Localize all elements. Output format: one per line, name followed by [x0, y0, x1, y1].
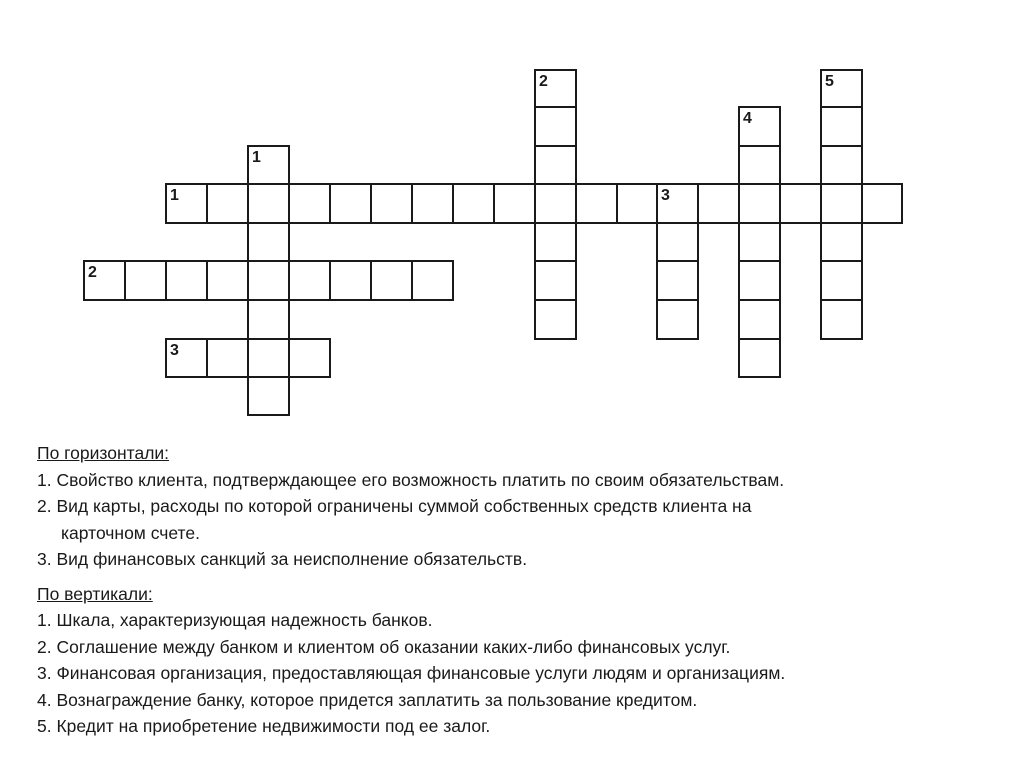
crossword-cell[interactable] [534, 299, 577, 340]
crossword-cell[interactable] [697, 183, 740, 224]
crossword-cell[interactable] [329, 260, 372, 301]
vertical-heading: По вертикали: [37, 583, 153, 604]
clue-number: 3 [661, 187, 670, 204]
crossword-cell[interactable] [165, 183, 208, 224]
crossword-cell[interactable] [738, 260, 781, 301]
clue-number: 2 [88, 264, 97, 281]
crossword-cell[interactable] [534, 183, 577, 224]
crossword-cell[interactable] [247, 145, 290, 185]
crossword-cell[interactable] [247, 338, 290, 378]
crossword-cell[interactable] [329, 183, 372, 224]
crossword-cell[interactable] [534, 145, 577, 185]
crossword-cell[interactable] [288, 183, 331, 224]
clue-vertical-1: 1. Шкала, характеризующая надежность банков. [37, 610, 433, 630]
clue-vertical-3: 3. Финансовая организация, предоставляющая финансовые услуги людям и организациям. [37, 663, 786, 683]
crossword-cell[interactable] [247, 222, 290, 262]
crossword-cell[interactable] [247, 376, 290, 416]
crossword-cell[interactable] [288, 260, 331, 301]
crossword-cell[interactable] [534, 69, 577, 108]
crossword-cell[interactable] [575, 183, 618, 224]
crossword-cell[interactable] [820, 145, 863, 185]
crossword-cell[interactable] [247, 299, 290, 340]
crossword-cell[interactable] [656, 260, 699, 301]
crossword-cell[interactable] [411, 183, 454, 224]
crossword-cell[interactable] [493, 183, 536, 224]
crossword-cell[interactable] [820, 260, 863, 301]
crossword-cell[interactable] [452, 183, 495, 224]
crossword-cell[interactable] [247, 260, 290, 301]
clue-number: 2 [539, 73, 548, 90]
clue-vertical-2: 2. Соглашение между банком и клиентом об оказании каких-либо финансовых услуг. [37, 636, 731, 657]
clue-number: 3 [170, 342, 179, 359]
crossword-cell[interactable] [738, 145, 781, 185]
clue-horizontal-2-continuation: карточном счете. [61, 522, 200, 543]
clue-vertical-4: 4. Вознаграждение банку, которое придется заплатить за пользование кредитом. [37, 689, 698, 710]
crossword-cell[interactable] [534, 260, 577, 301]
crossword-cell[interactable] [206, 260, 249, 301]
clue-vertical-5: 5. Кредит на приобретение недвижимости под ее залог. [37, 716, 491, 736]
crossword-cell[interactable] [656, 183, 699, 224]
crossword-cell[interactable] [534, 222, 577, 262]
crossword-cell[interactable] [820, 299, 863, 340]
clue-number: 1 [170, 187, 179, 204]
clue-number: 5 [825, 73, 834, 90]
crossword-cell[interactable] [738, 183, 781, 224]
clue-horizontal-2: 2. Вид карты, расходы по которой ограничены суммой собственных средств клиента на [37, 496, 752, 516]
crossword-cell[interactable] [738, 222, 781, 262]
crossword-cell[interactable] [656, 299, 699, 340]
crossword-cell[interactable] [820, 69, 863, 108]
crossword-cell[interactable] [861, 183, 903, 224]
crossword-cell[interactable] [820, 183, 863, 224]
crossword-cell[interactable] [370, 260, 413, 301]
crossword-cell[interactable] [165, 260, 208, 301]
crossword-cell[interactable] [738, 299, 781, 340]
crossword-cell[interactable] [288, 338, 331, 378]
crossword-cell[interactable] [738, 338, 781, 378]
crossword-cell[interactable] [165, 338, 208, 378]
clues-panel [37, 440, 997, 740]
crossword-cell[interactable] [124, 260, 167, 301]
crossword-cell[interactable] [656, 222, 699, 262]
crossword-cell[interactable] [534, 106, 577, 147]
crossword-cell[interactable] [779, 183, 822, 224]
crossword-cell[interactable] [616, 183, 658, 224]
clue-number: 4 [743, 110, 752, 127]
clue-number: 1 [252, 149, 261, 166]
crossword-cell[interactable] [206, 183, 249, 224]
horizontal-heading: По горизонтали: [37, 443, 170, 463]
crossword-cell[interactable] [370, 183, 413, 224]
clue-horizontal-3: 3. Вид финансовых санкций за неисполнение обязательств. [37, 549, 528, 569]
crossword-cell[interactable] [206, 338, 249, 378]
crossword-cell[interactable] [83, 260, 126, 301]
clue-horizontal-1: 1. Свойство клиента, подтверждающее его возможность платить по своим обязательствам. [37, 469, 785, 490]
crossword-cell[interactable] [820, 106, 863, 147]
crossword-cell[interactable] [411, 260, 454, 301]
crossword-cell[interactable] [738, 106, 781, 147]
crossword-cell[interactable] [820, 222, 863, 262]
crossword-cell[interactable] [247, 183, 290, 224]
